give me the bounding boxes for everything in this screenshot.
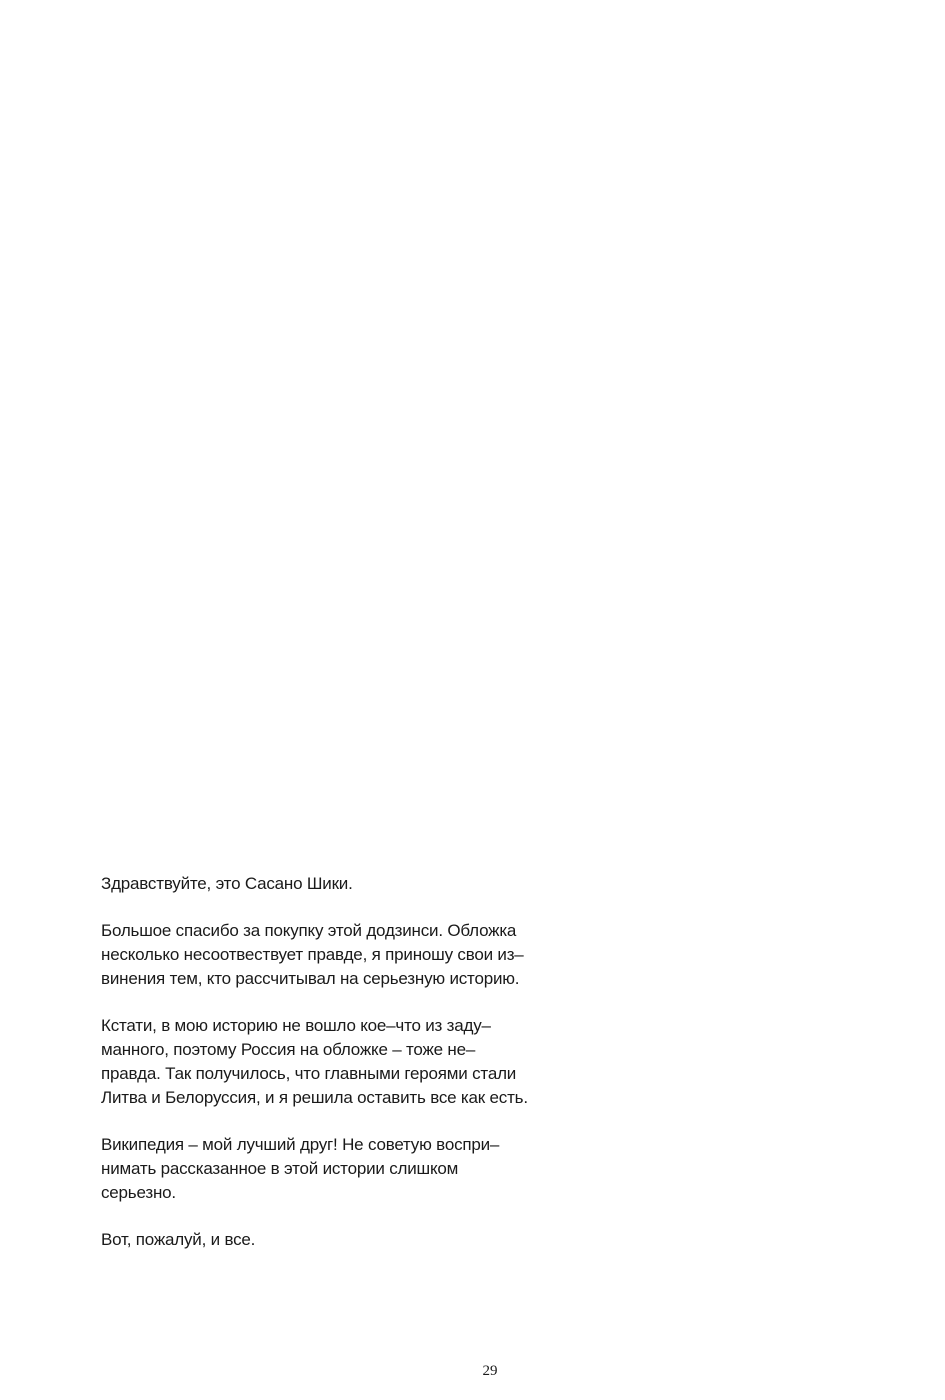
text-line: Здравствуйте, это Сасано Шики. xyxy=(101,874,353,893)
text-line: винения тем, кто рассчитывал на серьезную историю. xyxy=(101,969,520,988)
paragraph-thanks xyxy=(101,919,621,991)
paragraph-greeting xyxy=(101,872,621,896)
text-line: Вот, пожалуй, и все. xyxy=(101,1230,256,1249)
text-line: Кстати, в мою историю не вошло кое–что из заду– xyxy=(101,1016,491,1035)
afterword-text xyxy=(101,872,621,1275)
text-line: Большое спасибо за покупку этой додзинси. Обложка xyxy=(101,921,517,940)
paragraph-story-note xyxy=(101,1014,621,1110)
text-line: несколько несоотвествует правде, я приношу свои из– xyxy=(101,945,524,964)
text-line: Википедия – мой лучший друг! Не советую воспри– xyxy=(101,1135,500,1154)
text-line: серьезно. xyxy=(101,1183,176,1202)
text-line: правда. Так получилось, что главными героями стали xyxy=(101,1064,517,1083)
text-line: Литва и Белоруссия, и я решила оставить все как есть. xyxy=(101,1088,528,1107)
text-line: манного, поэтому Россия на обложке – тоже не– xyxy=(101,1040,476,1059)
page-number: 29 xyxy=(482,1363,498,1379)
text-line: нимать рассказанное в этой истории слишком xyxy=(101,1159,459,1178)
paragraph-closing xyxy=(101,1228,621,1252)
paragraph-wikipedia xyxy=(101,1133,621,1205)
